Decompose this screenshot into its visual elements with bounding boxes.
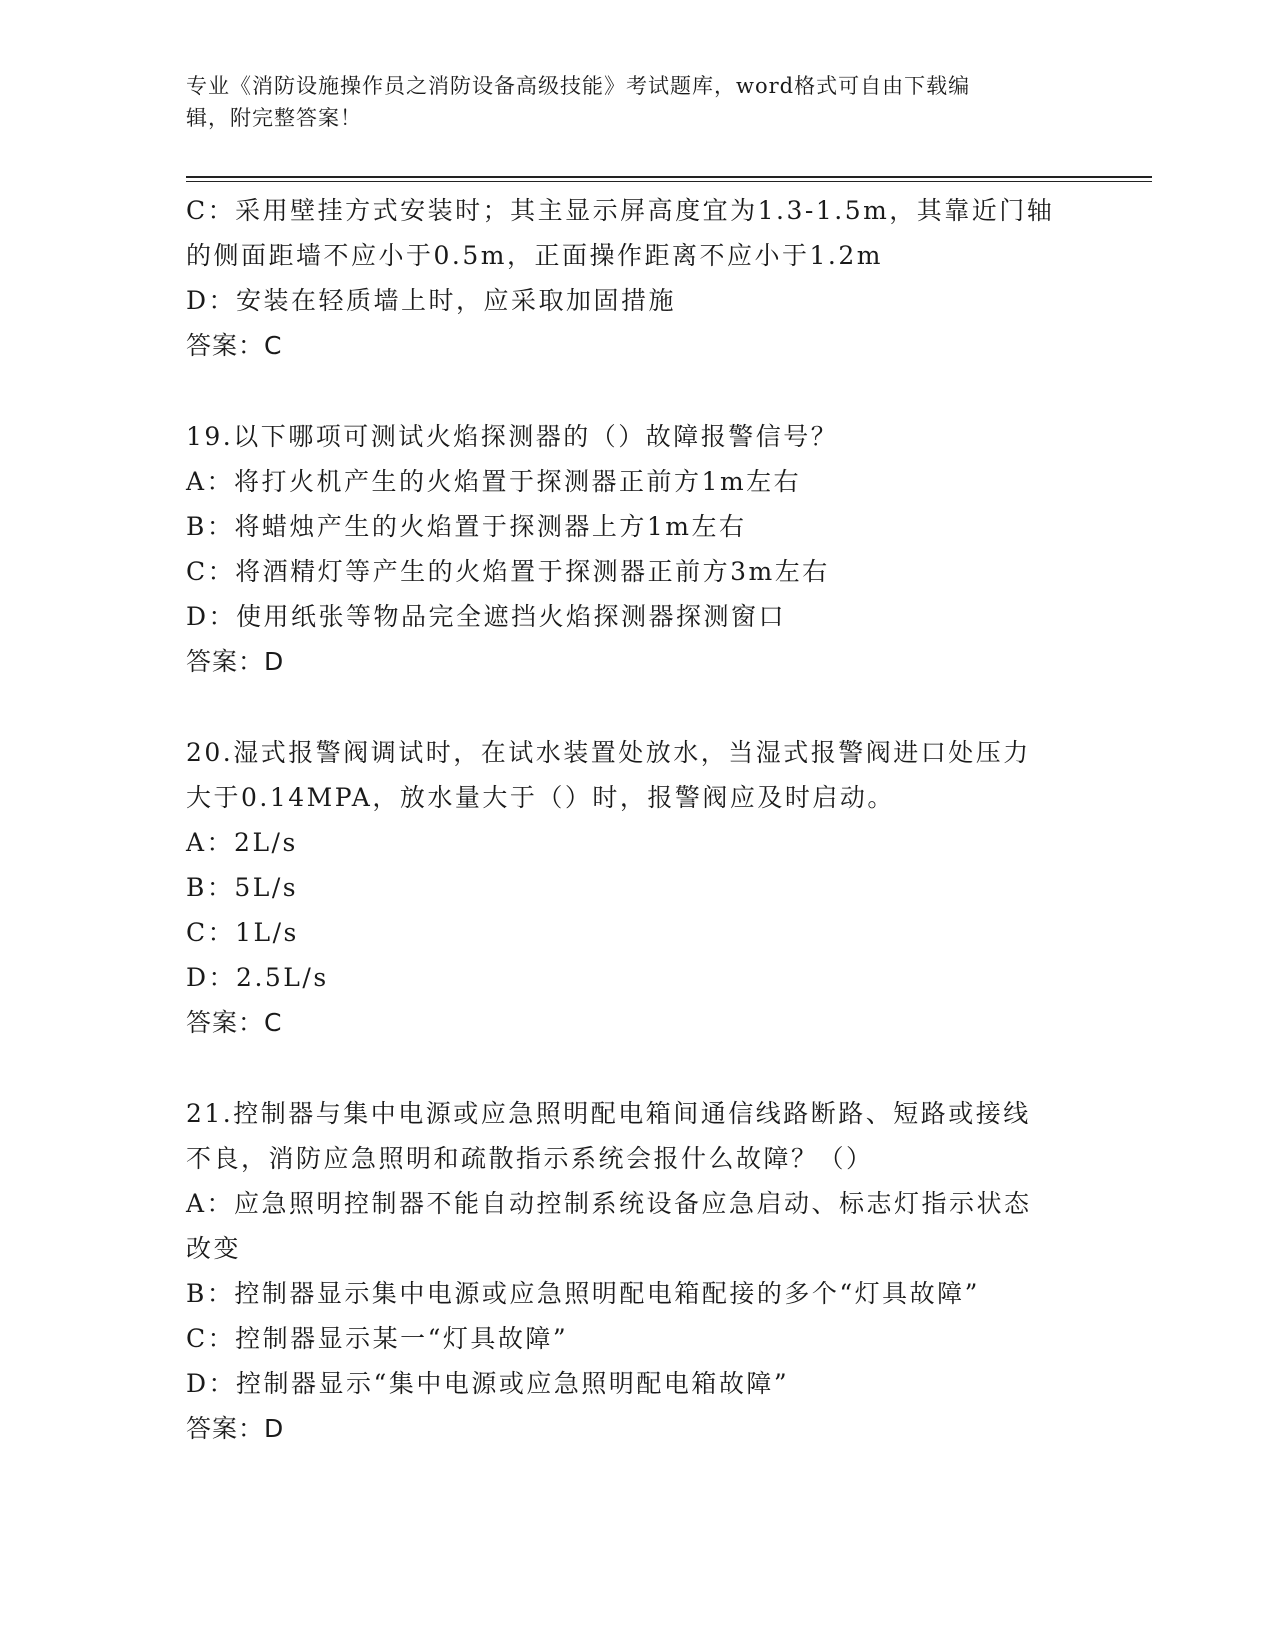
header-line-1: 专业《消防设施操作员之消防设备高级技能》考试题库，word格式可自由下载编 — [186, 74, 971, 98]
question-text-line-1: 20.湿式报警阀调试时，在试水装置处放水，当湿式报警阀进口处压力 — [186, 738, 1031, 767]
option-a: A：将打火机产生的火焰置于探测器正前方1m左右 — [186, 467, 802, 496]
answer: 答案：D — [186, 647, 285, 676]
question-text: 19.以下哪项可测试火焰探测器的（）故障报警信号？ — [186, 422, 839, 451]
option-b: B：将蜡烛产生的火焰置于探测器上方1m左右 — [186, 512, 747, 541]
question-19 — [186, 414, 1086, 684]
option-a: A：2L/s — [186, 828, 298, 857]
header-divider-thin — [186, 181, 1152, 182]
question-20 — [186, 730, 1086, 1045]
option-d: D：安装在轻质墙上时，应采取加固措施 — [186, 286, 677, 315]
option-c-line-1: C：采用壁挂方式安装时；其主显示屏高度宜为1.3-1.5m，其靠近门轴 — [186, 196, 1055, 225]
document-header — [186, 70, 1066, 134]
option-d: D：控制器显示“集中电源或应急照明配电箱故障” — [186, 1369, 790, 1398]
continued-question — [186, 188, 1086, 368]
option-c: C：控制器显示某一“灯具故障” — [186, 1324, 569, 1353]
option-b: B：5L/s — [186, 873, 299, 902]
option-c: C：将酒精灯等产生的火焰置于探测器正前方3m左右 — [186, 557, 830, 586]
answer: 答案：D — [186, 1414, 285, 1443]
header-divider-thick — [186, 176, 1152, 178]
option-a-line-2: 改变 — [186, 1234, 242, 1263]
option-d: D：2.5L/s — [186, 963, 329, 992]
option-c: C：1L/s — [186, 918, 299, 947]
option-c-line-2: 的侧面距墙不应小于0.5m，正面操作距离不应小于1.2m — [186, 241, 883, 270]
option-a-line-1: A：应急照明控制器不能自动控制系统设备应急启动、标志灯指示状态 — [186, 1189, 1032, 1218]
option-d: D：使用纸张等物品完全遮挡火焰探测器探测窗口 — [186, 602, 787, 631]
header-line-2: 辑，附完整答案！ — [186, 106, 362, 130]
question-text-line-2: 大于0.14MPA，放水量大于（）时，报警阀应及时启动。 — [186, 783, 895, 812]
question-text-line-1: 21.控制器与集中电源或应急照明配电箱间通信线路断路、短路或接线 — [186, 1099, 1031, 1128]
answer: 答案：C — [186, 331, 283, 360]
answer: 答案：C — [186, 1008, 283, 1037]
option-b: B：控制器显示集中电源或应急照明配电箱配接的多个“灯具故障” — [186, 1279, 980, 1308]
question-content — [186, 188, 1086, 1451]
question-21 — [186, 1091, 1086, 1451]
question-text-line-2: 不良，消防应急照明和疏散指示系统会报什么故障？（） — [186, 1144, 874, 1173]
